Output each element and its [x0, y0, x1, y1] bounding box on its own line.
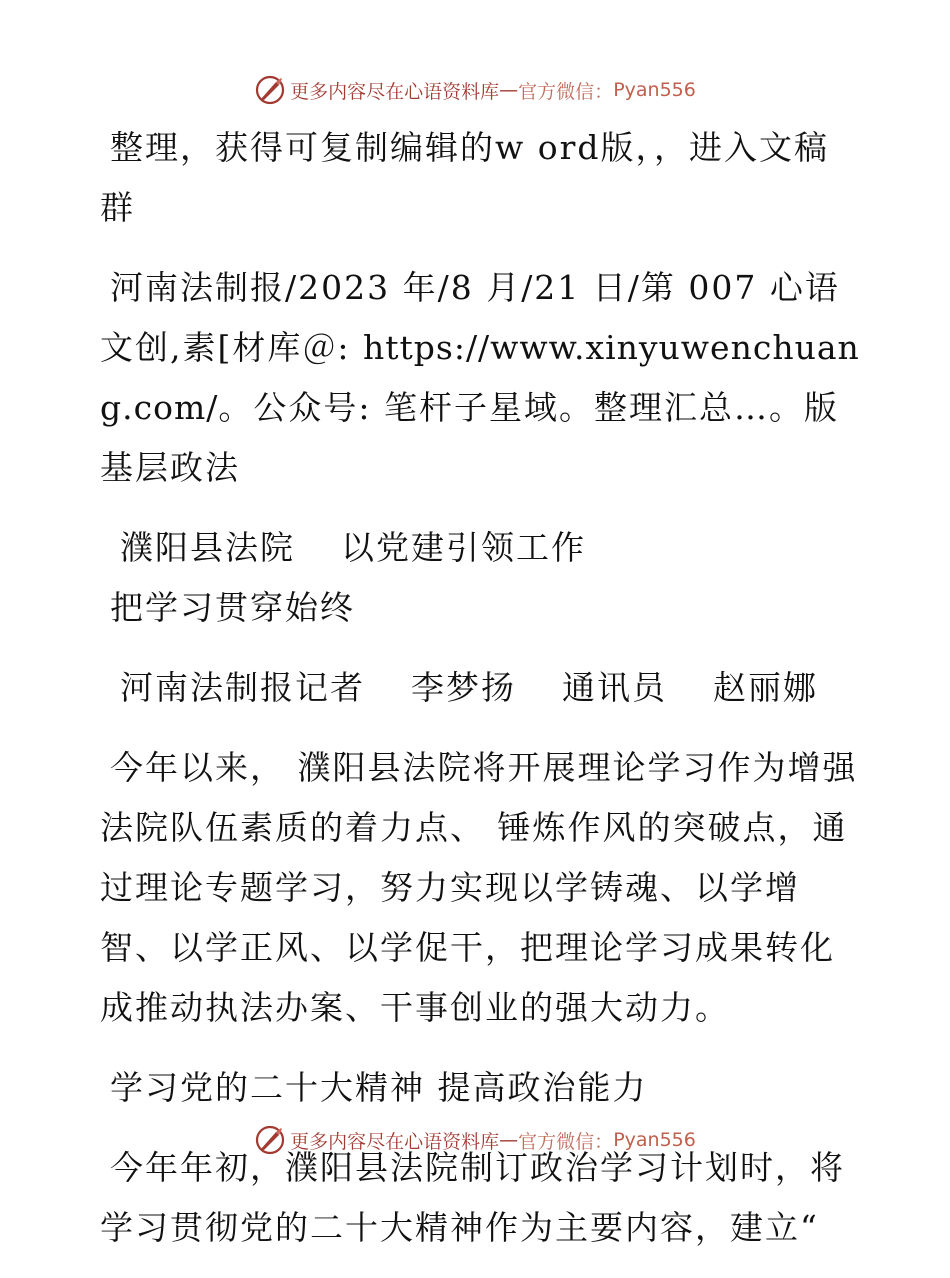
- watermark-wechat-id: Pyan556: [613, 1129, 696, 1151]
- section-subheading: 学习党的二十大精神 提高政治能力: [110, 1068, 648, 1107]
- watermark-banner-bottom: [0, 1120, 950, 1160]
- headline-part-1: 濮阳县法院: [120, 528, 295, 567]
- headline-part-2: 以党建引领工作: [341, 528, 586, 567]
- quill-logo-icon: [254, 74, 286, 106]
- source-prefix: 河南法制报/2023 年/8 月/21 日/第 007 心语文创,素[材库＠:: [100, 268, 840, 367]
- document-body: [100, 118, 860, 1278]
- source-suffix: 。公众号: 笔杆子星域。整理汇总…。版基层政法: [100, 388, 839, 487]
- watermark-banner-top: [0, 70, 950, 110]
- reporter-name: 李梦扬: [411, 668, 516, 707]
- watermark-text: 更多内容尽在心语资料库: [290, 1130, 500, 1153]
- intro-paragraph: 整理，获得可复制编辑的w ord版，，进入文稿群: [100, 128, 830, 227]
- headline-part-3: 把学习贯穿始终: [110, 588, 355, 627]
- source-url-link[interactable]: https://www.xinyuwenchuang.com/: [100, 328, 860, 427]
- watermark-wechat-label: 官方微信：: [518, 80, 614, 103]
- correspondent-title: 通讯员: [562, 668, 667, 707]
- watermark-wechat-label: 官方微信：: [518, 1130, 614, 1153]
- quill-logo-icon: [254, 1124, 286, 1156]
- correspondent-name: 赵丽娜: [713, 668, 818, 707]
- watermark-text: 更多内容尽在心语资料库: [290, 80, 500, 103]
- body-paragraph-2: 今年年初，濮阳县法院制订政治学习计划时，将学习贯彻党的二十大精神作为主要内容，建立“: [100, 1148, 845, 1247]
- watermark-wechat-id: Pyan556: [613, 79, 696, 101]
- article-headline: [100, 518, 860, 638]
- byline: [100, 658, 860, 718]
- body-paragraph-1: 今年以来， 濮阳县法院将开展理论学习作为增强法院队伍素质的着力点、 锤炼作风的突破点，通过理论专题学习，努力实现以学铸魂、以学增智、以学正风、以学促干，把理论学习成果转化成推动执法办案、干事创业的强大动力。: [100, 748, 858, 1027]
- watermark-separator: —: [499, 1129, 519, 1151]
- reporter-title: 河南法制报记者: [120, 668, 365, 707]
- source-paragraph: [100, 258, 860, 498]
- watermark-separator: —: [499, 79, 519, 101]
